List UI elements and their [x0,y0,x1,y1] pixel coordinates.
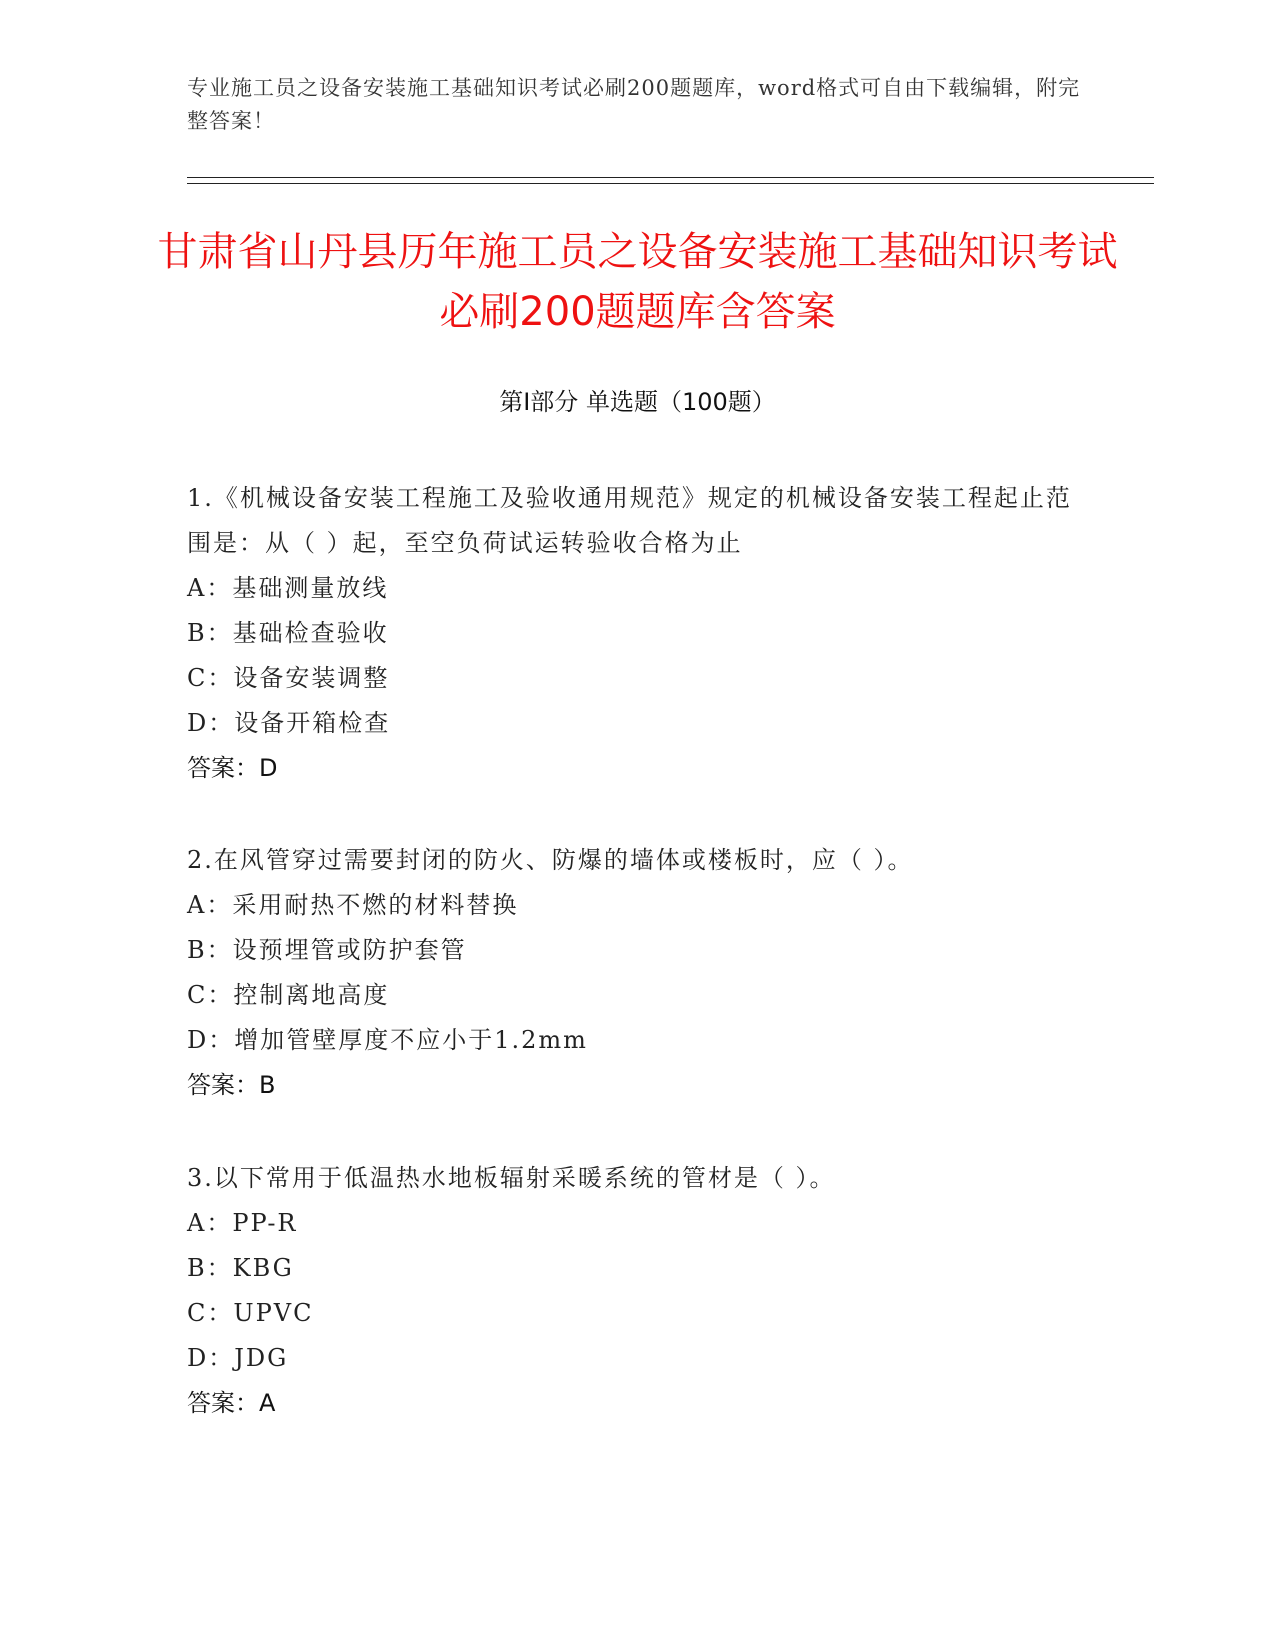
option-c: C：设备安装调整 [187,664,390,692]
document-title: 甘肃省山丹县历年施工员之设备安装施工基础知识考试必刷200题题库含答案 [157,229,1118,335]
option-a: A：基础测量放线 [187,574,389,602]
question-2 [187,838,1087,1108]
question-stem: 3.以下常用于低温热水地板辐射采暖系统的管材是（ ）。 [187,1164,836,1192]
option-b: B：设预埋管或防护套管 [187,936,467,964]
question-stem: 2.在风管穿过需要封闭的防火、防爆的墙体或楼板时，应（ ）。 [187,846,914,874]
answer: 答案：B [187,1071,276,1099]
question-1 [187,476,1087,791]
option-a: A：PP-R [187,1209,298,1237]
header-divider [187,177,1154,184]
option-c: C：UPVC [187,1299,314,1327]
answer: 答案：A [187,1389,276,1417]
option-b: B：基础检查验收 [187,619,389,647]
question-stem: 1.《机械设备安装工程施工及验收通用规范》规定的机械设备安装工程起止范围是：从（ ）起，至空负荷试运转验收合格为止 [187,484,1072,557]
answer: 答案：D [187,754,278,782]
option-b: B：KBG [187,1254,294,1282]
question-3 [187,1156,1087,1426]
option-d: D：设备开箱检查 [187,709,391,737]
option-a: A：采用耐热不燃的材料替换 [187,891,519,919]
header-note: 专业施工员之设备安装施工基础知识考试必刷200题题库，word格式可自由下载编辑，附完整答案！ [187,76,1081,133]
option-d: D：增加管壁厚度不应小于1.2mm [187,1026,588,1054]
option-d: D：JDG [187,1344,289,1372]
section-heading: 第Ⅰ部分 单选题（100题） [499,388,776,416]
option-c: C：控制离地高度 [187,981,390,1009]
